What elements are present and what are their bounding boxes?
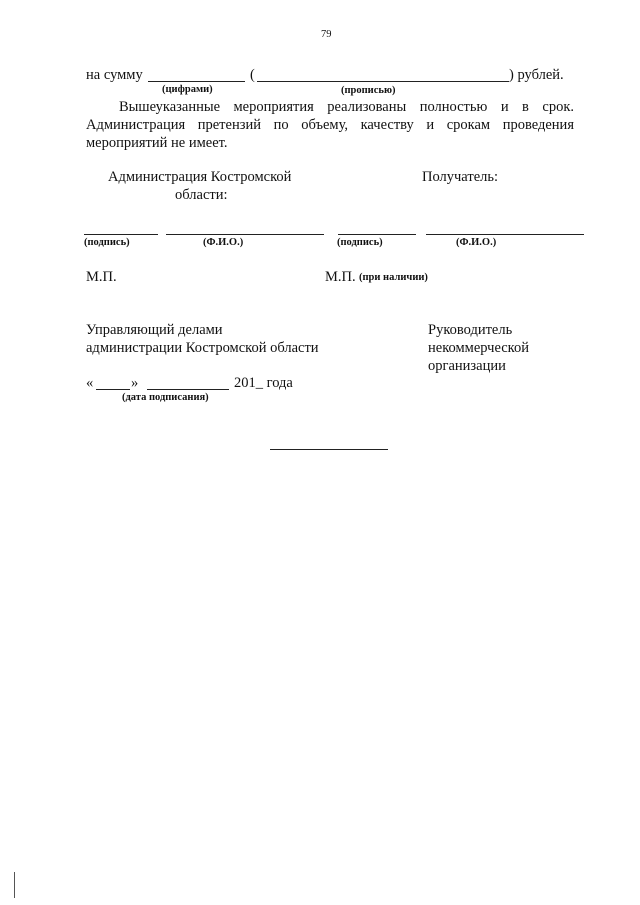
sum-words-field xyxy=(257,81,509,82)
page-number: 79 xyxy=(321,29,332,40)
end-separator xyxy=(270,449,388,450)
head-line-1: Руководитель xyxy=(428,322,513,338)
stamp-left: М.П. xyxy=(86,269,117,285)
signature-line-2 xyxy=(338,234,416,235)
date-day-field xyxy=(96,389,130,390)
date-caption: (дата подписания) xyxy=(122,392,209,403)
sum-open-paren: ( xyxy=(250,67,255,83)
manager-line-1: Управляющий делами xyxy=(86,322,223,338)
caption-fio-2: (Ф.И.О.) xyxy=(456,237,497,248)
caption-words: (прописью) xyxy=(341,85,396,96)
party-right: Получатель: xyxy=(422,169,499,185)
party-left-line-1: Администрация Костромской xyxy=(108,169,292,185)
head-line-2: некоммерческой xyxy=(428,340,529,356)
paragraph-line-1: Вышеуказанные мероприятия реализованы полностью и в срок. xyxy=(119,99,574,115)
head-line-3: организации xyxy=(428,358,506,374)
date-open-quote: « xyxy=(86,375,94,391)
date-close-quote: » xyxy=(131,375,139,391)
fio-line-1 xyxy=(166,234,324,235)
sum-digits-field xyxy=(148,81,245,82)
caption-signature-1: (подпись) xyxy=(84,237,130,248)
paragraph-line-2: Администрация претензий по объему, качеству и срокам проведения xyxy=(86,117,574,133)
fio-line-2 xyxy=(426,234,584,235)
sum-prefix: на сумму xyxy=(86,67,143,83)
caption-signature-2: (подпись) xyxy=(337,237,383,248)
party-left-line-2: области: xyxy=(175,187,228,203)
date-month-field xyxy=(147,389,229,390)
margin-mark xyxy=(14,872,15,898)
signature-line-1 xyxy=(84,234,158,235)
caption-fio-1: (Ф.И.О.) xyxy=(203,237,244,248)
caption-digits: (цифрами) xyxy=(162,84,213,95)
manager-line-2: администрации Костромской области xyxy=(86,340,319,356)
stamp-right-note: (при наличии) xyxy=(359,272,428,283)
sum-suffix: ) рублей. xyxy=(509,67,564,83)
paragraph-line-3: мероприятий не имеет. xyxy=(86,135,228,151)
date-year: 201_ года xyxy=(234,375,293,391)
stamp-right: М.П. xyxy=(325,269,356,285)
